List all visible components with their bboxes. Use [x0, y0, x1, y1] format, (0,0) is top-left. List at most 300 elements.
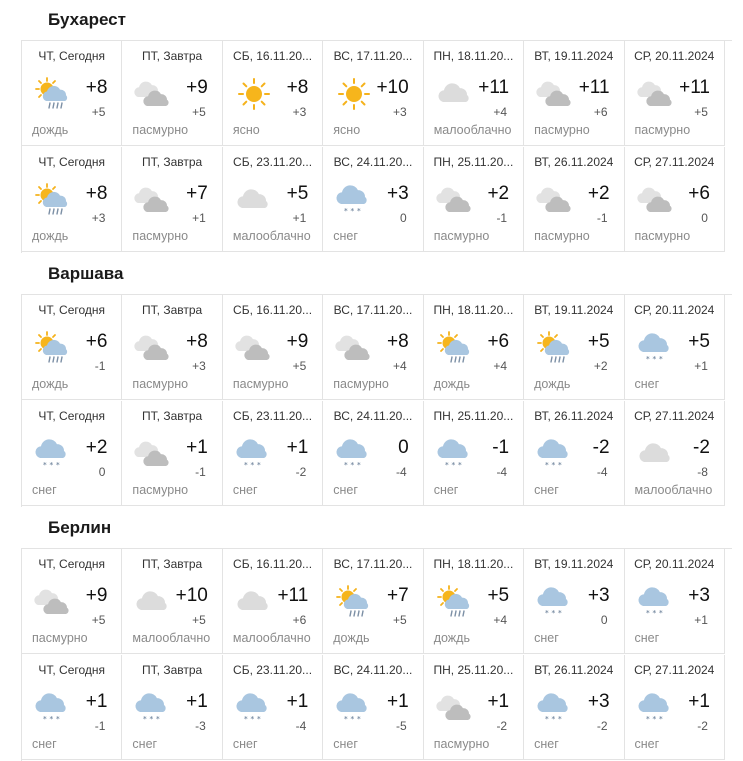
day-date: ВТ, 19.11.2024 [534, 557, 614, 571]
svg-text:*: * [344, 461, 348, 469]
snow-icon [335, 437, 373, 471]
weather-description: пасмурно [32, 631, 88, 645]
weather-description: дождь [32, 229, 69, 243]
forecast-row [22, 549, 732, 655]
day-date: СР, 20.11.2024 [634, 303, 715, 317]
temp-max: +1 [85, 691, 108, 712]
svg-text:*: * [156, 715, 161, 723]
temp-max: +5 [688, 331, 710, 352]
day-date: ВТ, 19.11.2024 [534, 49, 614, 63]
snow-icon [34, 691, 72, 725]
weather-description: пасмурно [132, 377, 189, 391]
day-forecast-cell[interactable] [524, 655, 624, 760]
weather-description: снег [333, 229, 358, 243]
day-date: СР, 20.11.2024 [634, 49, 715, 63]
day-date: ПТ, Завтра [142, 303, 203, 317]
temp-min: +5 [393, 613, 407, 627]
weather-description: малооблачно [232, 631, 311, 645]
day-date: СР, 27.11.2024 [634, 409, 715, 423]
day-forecast-cell[interactable] [22, 41, 122, 146]
temp-max: +3 [587, 691, 610, 712]
temp-max: +1 [688, 691, 710, 712]
overcast-icon [536, 183, 574, 217]
overcast-icon [34, 585, 72, 619]
day-forecast-cell[interactable] [22, 549, 122, 654]
day-forecast-cell[interactable] [424, 147, 524, 252]
temp-max: +3 [688, 585, 710, 606]
temp-max: +5 [286, 183, 309, 204]
weather-description: пасмурно [333, 377, 389, 391]
temp-min: +1 [694, 359, 708, 373]
temp-min: +5 [192, 105, 206, 119]
snow-icon [335, 691, 373, 725]
weather-description: снег [333, 483, 358, 497]
overcast-icon [134, 437, 172, 471]
day-date: ПТ, Завтра [142, 663, 203, 677]
weather-description: малооблачно [132, 631, 211, 645]
overcast-icon [134, 331, 172, 365]
temp-max: +6 [688, 183, 710, 204]
temp-min: -1 [596, 211, 608, 225]
svg-text:*: * [49, 461, 54, 469]
snow-icon [536, 585, 574, 619]
temp-min: +3 [292, 105, 307, 119]
weather-description: пасмурно [132, 123, 189, 137]
day-forecast-cell[interactable] [625, 147, 725, 252]
sun-cloud-rain-icon [34, 331, 72, 365]
day-forecast-cell[interactable] [22, 147, 122, 252]
temp-max: -2 [592, 437, 610, 458]
weather-description: ясно [333, 123, 361, 137]
svg-text:*: * [558, 461, 562, 469]
weather-description: снег [534, 483, 559, 497]
forecast-row [22, 295, 732, 401]
svg-text:*: * [56, 715, 60, 723]
day-date: ВТ, 26.11.2024 [534, 155, 614, 169]
cloud-icon [235, 183, 273, 217]
day-forecast-cell[interactable] [424, 401, 524, 506]
svg-text:*: * [350, 207, 355, 215]
svg-text:*: * [49, 715, 54, 723]
day-date: СБ, 16.11.20... [233, 303, 313, 317]
weather-description: снег [433, 483, 459, 497]
svg-text:*: * [444, 461, 449, 469]
forecast-grid [21, 40, 732, 253]
temp-max: +6 [85, 331, 108, 352]
forecast-row [22, 401, 732, 507]
temp-max: +1 [487, 691, 510, 712]
day-date: СБ, 16.11.20... [233, 49, 313, 63]
svg-text:*: * [149, 715, 154, 723]
snow-icon [134, 691, 172, 725]
day-forecast-cell[interactable] [524, 147, 624, 252]
city-title: Бухарест [48, 10, 126, 29]
svg-text:*: * [551, 461, 556, 469]
svg-text:*: * [645, 355, 650, 363]
day-forecast-cell[interactable] [424, 295, 524, 400]
temp-max: +1 [387, 691, 409, 712]
svg-text:*: * [43, 715, 47, 723]
snow-icon [235, 691, 273, 725]
temp-min: -4 [496, 465, 508, 479]
day-forecast-cell[interactable] [524, 549, 624, 654]
day-date: СБ, 16.11.20... [233, 557, 313, 571]
temp-max: +1 [186, 691, 208, 712]
temp-min: -1 [496, 211, 508, 225]
temp-min: -2 [496, 719, 508, 733]
temp-max: +6 [487, 331, 510, 352]
weather-description: пасмурно [132, 229, 189, 243]
svg-text:*: * [250, 461, 255, 469]
day-forecast-cell[interactable] [323, 147, 423, 252]
svg-text:*: * [551, 715, 556, 723]
snow-icon [536, 437, 574, 471]
day-forecast-cell[interactable] [323, 655, 423, 760]
svg-text:*: * [658, 355, 663, 363]
forecast-row [22, 147, 732, 253]
city-title: Варшава [48, 264, 124, 283]
weather-description: дождь [433, 377, 470, 391]
sun-cloud-rain-icon [536, 331, 574, 365]
svg-text:*: * [545, 609, 549, 617]
svg-text:*: * [357, 461, 361, 469]
day-date: ЧТ, Сегодня [38, 303, 106, 317]
day-date: ВТ, 19.11.2024 [534, 303, 614, 317]
temp-max: +9 [85, 585, 108, 606]
sun-cloud-rain-icon [436, 331, 474, 365]
temp-max: +9 [286, 331, 309, 352]
cloud-icon [637, 437, 675, 471]
weather-description: снег [333, 737, 358, 751]
day-date: ПН, 18.11.20... [433, 557, 514, 571]
temp-max: +3 [587, 585, 610, 606]
temp-max: +2 [85, 437, 108, 458]
temp-min: +4 [493, 105, 508, 119]
overcast-icon [637, 77, 675, 111]
weather-description: пасмурно [634, 229, 691, 243]
temp-min: -4 [596, 465, 608, 479]
temp-min: +5 [91, 613, 106, 627]
day-forecast-cell[interactable] [625, 549, 725, 654]
temp-min: -4 [396, 465, 407, 479]
temp-min: +6 [593, 105, 608, 119]
day-date: ПН, 18.11.20... [433, 303, 514, 317]
day-date: СБ, 23.11.20... [233, 155, 313, 169]
weather-description: пасмурно [534, 229, 590, 243]
weather-description: снег [534, 737, 559, 751]
weather-description: пасмурно [132, 483, 189, 497]
svg-text:*: * [558, 715, 562, 723]
day-forecast-cell[interactable] [223, 655, 323, 760]
day-forecast-cell[interactable] [223, 295, 323, 400]
weather-description: снег [132, 737, 158, 751]
day-forecast-cell[interactable] [524, 41, 624, 146]
cloud-icon [235, 585, 273, 619]
day-date: ВС, 17.11.20... [333, 49, 413, 63]
overcast-icon [134, 77, 172, 111]
svg-text:*: * [652, 355, 656, 363]
cloud-icon [436, 77, 474, 111]
svg-text:*: * [56, 461, 60, 469]
weather-description: снег [32, 737, 57, 751]
day-date: ПН, 18.11.20... [433, 49, 514, 63]
overcast-icon [637, 183, 675, 217]
svg-text:*: * [43, 461, 47, 469]
temp-max: +7 [186, 183, 208, 204]
svg-text:*: * [357, 207, 361, 215]
svg-text:*: * [243, 715, 248, 723]
day-date: ЧТ, Сегодня [38, 409, 106, 423]
temp-max: +11 [478, 77, 510, 98]
snow-icon [536, 691, 574, 725]
temp-max: +7 [387, 585, 409, 606]
weather-description: пасмурно [433, 737, 490, 751]
temp-min: -5 [396, 719, 407, 733]
snow-icon [235, 437, 273, 471]
temp-min: +3 [192, 359, 206, 373]
overcast-icon [436, 183, 474, 217]
day-forecast-cell[interactable] [625, 655, 725, 760]
temp-max: +8 [387, 331, 409, 352]
temp-min: +4 [393, 359, 407, 373]
svg-text:*: * [250, 715, 255, 723]
svg-text:*: * [344, 715, 348, 723]
snow-icon [637, 585, 675, 619]
temp-max: +11 [578, 77, 610, 98]
snow-icon [637, 691, 675, 725]
day-date: ВТ, 26.11.2024 [534, 409, 614, 423]
svg-text:*: * [451, 461, 455, 469]
weather-description: снег [634, 631, 660, 645]
weather-description: дождь [534, 377, 571, 391]
day-date: ВС, 24.11.20... [333, 663, 413, 677]
temp-max: +1 [286, 437, 309, 458]
temp-min: +5 [192, 613, 206, 627]
day-forecast-cell[interactable] [323, 401, 423, 506]
temp-max: +2 [487, 183, 510, 204]
temp-max: -2 [693, 437, 710, 458]
temp-max: 0 [398, 437, 409, 458]
day-date: СР, 27.11.2024 [634, 663, 715, 677]
weather-description: пасмурно [634, 123, 691, 137]
temp-max: +11 [679, 77, 710, 98]
day-forecast-cell[interactable] [223, 41, 323, 146]
weather-description: снег [534, 631, 559, 645]
weather-description: дождь [333, 631, 370, 645]
weather-description: снег [32, 483, 57, 497]
day-forecast-cell[interactable] [122, 549, 222, 654]
day-date: ВТ, 26.11.2024 [534, 663, 614, 677]
sun-cloud-rain-icon [34, 77, 72, 111]
svg-text:*: * [545, 461, 549, 469]
day-forecast-cell[interactable] [323, 295, 423, 400]
temp-min: +3 [393, 105, 407, 119]
temp-max: +10 [175, 585, 208, 606]
svg-text:*: * [652, 609, 656, 617]
svg-text:*: * [350, 715, 355, 723]
temp-max: +8 [85, 183, 108, 204]
temp-max: +5 [487, 585, 510, 606]
temp-min: 0 [600, 613, 608, 627]
day-forecast-cell[interactable] [323, 41, 423, 146]
sun-icon [335, 77, 373, 111]
snow-icon [335, 183, 373, 217]
day-forecast-cell[interactable] [22, 401, 122, 506]
day-date: ЧТ, Сегодня [38, 49, 106, 63]
svg-text:*: * [344, 207, 348, 215]
sun-icon [235, 77, 273, 111]
day-date: СБ, 23.11.20... [233, 663, 313, 677]
temp-max: +2 [587, 183, 610, 204]
svg-text:*: * [652, 715, 656, 723]
temp-min: +1 [192, 211, 206, 225]
weather-description: снег [634, 377, 660, 391]
day-forecast-cell[interactable] [223, 401, 323, 506]
snow-icon [637, 331, 675, 365]
temp-min: +4 [493, 613, 508, 627]
temp-max: +9 [186, 77, 208, 98]
day-date: СР, 20.11.2024 [634, 557, 715, 571]
temp-min: +5 [91, 105, 106, 119]
day-date: ЧТ, Сегодня [38, 663, 106, 677]
day-forecast-cell[interactable] [323, 549, 423, 654]
cloud-icon [134, 585, 172, 619]
temp-max: +1 [286, 691, 309, 712]
day-forecast-cell[interactable] [424, 549, 524, 654]
weather-description: пасмурно [232, 377, 289, 391]
overcast-icon [536, 77, 574, 111]
temp-max: +5 [587, 331, 610, 352]
svg-text:*: * [551, 609, 556, 617]
city-title: Берлин [48, 518, 112, 537]
day-forecast-cell[interactable] [524, 295, 624, 400]
snow-icon [34, 437, 72, 471]
weather-description: малооблачно [433, 123, 512, 137]
temp-min: -1 [94, 359, 106, 373]
temp-min: +5 [292, 359, 307, 373]
weather-description: дождь [433, 631, 470, 645]
day-date: ЧТ, Сегодня [38, 155, 106, 169]
forecast-row [22, 41, 732, 147]
svg-text:*: * [243, 461, 248, 469]
overcast-icon [335, 331, 373, 365]
overcast-icon [436, 691, 474, 725]
temp-min: +3 [91, 211, 106, 225]
day-date: ПН, 25.11.20... [433, 155, 514, 169]
day-forecast-cell[interactable] [122, 41, 222, 146]
temp-min: +4 [493, 359, 508, 373]
temp-max: +3 [387, 183, 409, 204]
temp-max: +10 [376, 77, 409, 98]
day-forecast-cell[interactable] [22, 295, 122, 400]
svg-text:*: * [645, 609, 650, 617]
day-date: ВС, 24.11.20... [333, 155, 413, 169]
day-date: ПТ, Завтра [142, 409, 203, 423]
day-forecast-cell[interactable] [22, 655, 122, 760]
day-forecast-cell[interactable] [625, 401, 725, 506]
temp-min: -2 [596, 719, 608, 733]
temp-max: +8 [186, 331, 208, 352]
svg-text:*: * [143, 715, 148, 723]
snow-icon [436, 437, 474, 471]
temp-min: -3 [195, 719, 206, 733]
day-date: ВС, 17.11.20... [333, 303, 413, 317]
weather-description: снег [232, 737, 258, 751]
day-forecast-cell[interactable] [424, 655, 524, 760]
day-forecast-cell[interactable] [122, 401, 222, 506]
temp-max: +1 [186, 437, 208, 458]
weather-description: пасмурно [534, 123, 590, 137]
svg-text:*: * [457, 461, 462, 469]
temp-min: +6 [292, 613, 307, 627]
temp-min: -1 [94, 719, 106, 733]
temp-min: +1 [694, 613, 708, 627]
weather-description: малооблачно [232, 229, 311, 243]
weather-description: дождь [32, 377, 69, 391]
overcast-icon [235, 331, 273, 365]
svg-text:*: * [658, 609, 663, 617]
day-forecast-cell[interactable] [223, 147, 323, 252]
temp-min: -1 [195, 465, 206, 479]
weather-description: ясно [232, 123, 260, 137]
weather-description: дождь [32, 123, 69, 137]
day-forecast-cell[interactable] [223, 549, 323, 654]
temp-max: +8 [286, 77, 309, 98]
sun-cloud-rain-icon [335, 585, 373, 619]
temp-max: -1 [492, 437, 510, 458]
day-date: ПТ, Завтра [142, 155, 203, 169]
temp-min: 0 [400, 211, 407, 225]
temp-min: +5 [694, 105, 708, 119]
svg-text:*: * [658, 715, 663, 723]
forecast-grid [21, 294, 732, 507]
temp-max: +11 [277, 585, 309, 606]
day-forecast-cell[interactable] [122, 295, 222, 400]
day-date: ПН, 25.11.20... [433, 409, 514, 423]
sun-cloud-rain-icon [436, 585, 474, 619]
day-date: СР, 27.11.2024 [634, 155, 715, 169]
day-date: ВС, 17.11.20... [333, 557, 413, 571]
svg-text:*: * [645, 715, 650, 723]
svg-text:*: * [558, 609, 562, 617]
weather-description: снег [232, 483, 258, 497]
temp-min: 0 [98, 465, 106, 479]
forecast-grid [21, 548, 732, 761]
day-date: ПН, 25.11.20... [433, 663, 514, 677]
temp-max: +8 [85, 77, 108, 98]
temp-min: +1 [292, 211, 307, 225]
svg-text:*: * [256, 461, 261, 469]
day-forecast-cell[interactable] [524, 401, 624, 506]
temp-min: -4 [295, 719, 307, 733]
day-forecast-cell[interactable] [122, 655, 222, 760]
day-date: ПТ, Завтра [142, 49, 203, 63]
day-forecast-cell[interactable] [625, 295, 725, 400]
temp-min: -8 [697, 465, 708, 479]
day-forecast-cell[interactable] [122, 147, 222, 252]
day-date: ЧТ, Сегодня [38, 557, 106, 571]
temp-min: +2 [593, 359, 608, 373]
forecast-row [22, 655, 732, 761]
day-forecast-cell[interactable] [424, 41, 524, 146]
svg-text:*: * [545, 715, 549, 723]
day-forecast-cell[interactable] [625, 41, 725, 146]
day-date: ВС, 24.11.20... [333, 409, 413, 423]
svg-text:*: * [350, 461, 355, 469]
weather-description: пасмурно [433, 229, 490, 243]
weather-description: малооблачно [634, 483, 713, 497]
day-date: ПТ, Завтра [142, 557, 203, 571]
